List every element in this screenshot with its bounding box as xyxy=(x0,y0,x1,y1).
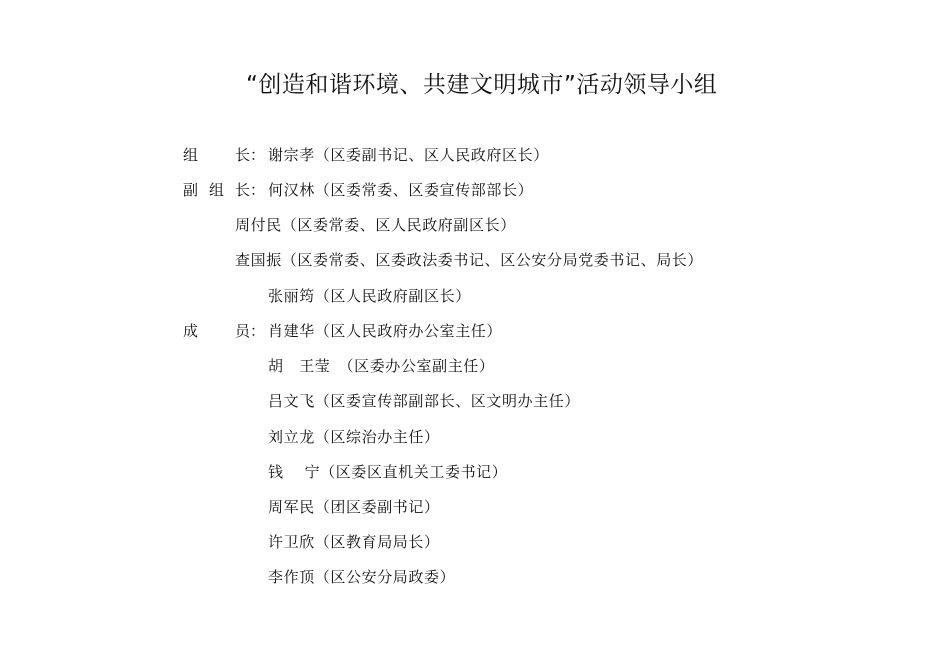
deputy-entry-4: 张丽筠（区人民政府副区长） xyxy=(268,287,471,305)
role-label-leader-char2: 长： xyxy=(235,146,266,164)
member-entry-3: 吕文飞（区委宣传部副部长、区文明办主任） xyxy=(268,392,581,410)
role-label-leader-char1: 组 xyxy=(183,146,199,164)
deputy-entry-1: 何汉林（区委常委、区委宣传部部长） xyxy=(268,181,534,199)
deputy-entry-2: 周付民（区委常委、区人民政府副区长） xyxy=(235,216,516,234)
role-label-deputy-char3: 长： xyxy=(235,181,266,199)
leader-entry: 谢宗孝（区委副书记、区人民政府区长） xyxy=(268,146,549,164)
member-entry-1: 肖建华（区人民政府办公室主任） xyxy=(268,322,503,340)
member-entry-8: 李作顶（区公安分局政委） xyxy=(268,568,456,586)
role-label-deputy-char2: 组 xyxy=(209,181,225,199)
member-entry-6: 周军民（团区委副书记） xyxy=(268,498,440,516)
deputy-entry-3: 查国振（区委常委、区委政法委书记、区公安分局党委书记、局长） xyxy=(235,251,704,269)
member-entry-2: 胡 王莹 （区委办公室副主任） xyxy=(268,357,495,375)
document-title: “创造和谐环境、共建文明城市”活动领导小组 xyxy=(246,72,718,98)
role-label-members-char1: 成 xyxy=(183,322,199,340)
member-entry-7: 许卫欣（区教育局局长） xyxy=(268,533,440,551)
member-entry-4: 刘立龙（区综治办主任） xyxy=(268,428,440,446)
role-label-deputy-char1: 副 xyxy=(183,181,199,199)
member-entry-5: 钱 宁（区委区直机关工委书记） xyxy=(268,463,508,481)
role-label-members-char2: 员： xyxy=(235,322,266,340)
